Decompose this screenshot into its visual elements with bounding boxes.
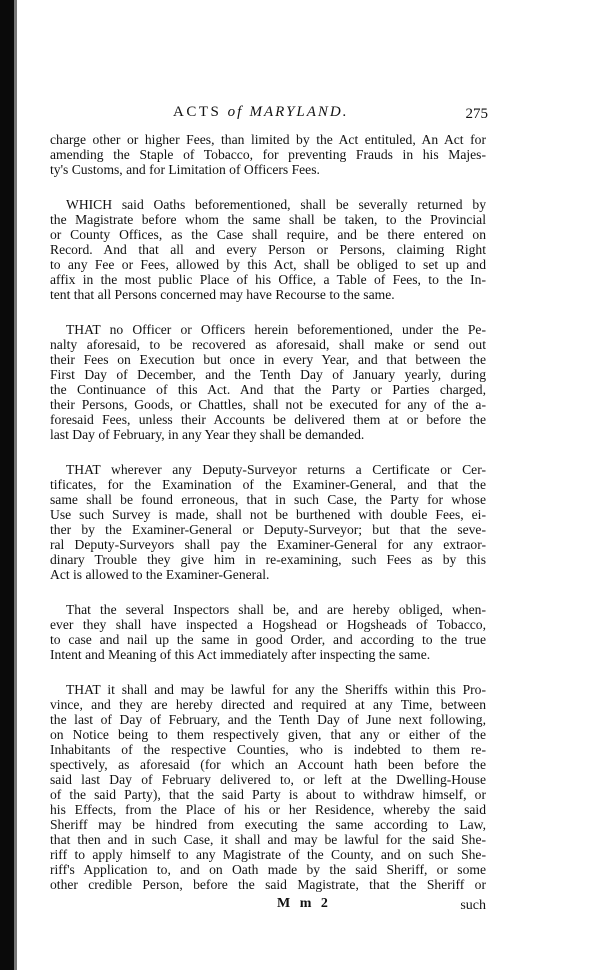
- text-line: Sheriff may be hindred from executing the same according to Law,: [50, 817, 486, 832]
- paragraph: [50, 462, 486, 582]
- text-line: THAT it shall and may be lawful for any the Sheriffs within this Pro-: [66, 682, 486, 697]
- text-line: to any Fee or Fees, allowed by this Act, shall be obliged to set up and: [50, 257, 486, 272]
- text-line: Intent and Meaning of this Act immediately after inspecting the same.: [50, 647, 431, 662]
- text-line: the Continuance of this Act. And that the Party or Parties charged,: [50, 382, 486, 397]
- text-line: dinary Trouble they give him in re-examining, such Fees as by this: [50, 552, 486, 567]
- text-line: ral Deputy-Surveyors shall pay the Examiner-General for any extraor-: [50, 537, 486, 552]
- scan-edge-shadow: [0, 0, 14, 970]
- text-line: vince, and they are hereby directed and required at any Time, between: [50, 697, 486, 712]
- text-line: First Day of December, and the Tenth Day of January yearly, during: [50, 367, 486, 382]
- text-line: tent that all Persons concerned may have Recourse to the same.: [50, 287, 395, 302]
- text-line: THAT wherever any Deputy-Surveyor returns a Certificate or Cer-: [66, 462, 486, 477]
- text-line: ther by the Examiner-General or Deputy-Surveyor; but that the seve-: [50, 522, 486, 537]
- text-line: THAT no Officer or Officers herein beforementioned, under the Pe-: [66, 322, 486, 337]
- paragraph: [50, 322, 486, 442]
- text-line: Act is allowed to the Examiner-General.: [50, 567, 270, 582]
- catchword: such: [460, 898, 486, 913]
- text-line: nalty aforesaid, to be recovered as aforesaid, shall make or send out: [50, 337, 486, 352]
- page-footer: [50, 896, 486, 914]
- text-line: That the several Inspectors shall be, and are hereby obliged, when-: [66, 602, 486, 617]
- text-line: last Day of February, in any Year they shall be demanded.: [50, 427, 365, 442]
- text-line: said last Day of February delivered to, or left at the Dwelling-House: [50, 772, 486, 787]
- text-line: other credible Person, before the said Magistrate, that the Sheriff or: [50, 877, 486, 892]
- text-line: charge other or higher Fees, than limited by the Act entituled, An Act for: [50, 132, 486, 147]
- page-header: [68, 104, 488, 124]
- text-line: or County Offices, as the Case shall require, and be there entered on: [50, 227, 486, 242]
- text-line: to case and nail up the same in good Order, and according to the true: [50, 632, 486, 647]
- text-line: amending the Staple of Tobacco, for preventing Frauds in his Majes-: [50, 147, 486, 162]
- text-line: riff's Application to, and on Oath made by the said Sheriff, or some: [50, 862, 486, 877]
- text-line: of the said Party), that the said Party is about to withdraw himself, or: [50, 787, 486, 802]
- text-line: affix in the most public Place of his Office, a Table of Fees, to the In-: [50, 272, 486, 287]
- running-title-maryland: MARYLAND.: [249, 104, 349, 120]
- text-line: that then and in such Case, it shall and may be lawful for the said She-: [50, 832, 486, 847]
- text-line: ever they shall have inspected a Hogshead or Hogsheads of Tobacco,: [50, 617, 486, 632]
- text-line: his Effects, from the Place of his or her Residence, whereby the said: [50, 802, 486, 817]
- text-line: foresaid Fees, unless their Accounts be delivered them at or before the: [50, 412, 486, 427]
- text-line: Record. And that all and every Person or Persons, claiming Right: [50, 242, 486, 257]
- text-line: their Fees on Execution but once in every Year, and that between the: [50, 352, 486, 367]
- paragraph: [50, 132, 486, 177]
- text-line: ty's Customs, and for Limitation of Officers Fees.: [50, 162, 320, 177]
- running-title: [173, 104, 349, 121]
- paragraph: [50, 197, 486, 302]
- running-title-of: of: [227, 104, 244, 120]
- text-line: the Magistrate before whom the same shall be taken, to the Provincial: [50, 212, 486, 227]
- scan-edge-gutter: [14, 0, 17, 970]
- text-line: WHICH said Oaths beforementioned, shall be severally returned by: [66, 197, 486, 212]
- text-line: riff to apply himself to any Magistrate of the County, and on such She-: [50, 847, 486, 862]
- running-title-acts: ACTS: [173, 104, 222, 120]
- text-line: their Persons, Goods, or Chattles, shall not be executed for any of the a-: [50, 397, 486, 412]
- signature-mark: M m 2: [277, 896, 331, 911]
- paragraph: [50, 602, 486, 662]
- text-line: same shall be found erroneous, that in such Case, the Party for whose: [50, 492, 486, 507]
- text-line: on Notice being to them respectively given, that any or either of the: [50, 727, 486, 742]
- page-number: 275: [465, 106, 488, 122]
- text-line: Inhabitants of the respective Counties, who is indebted to them re-: [50, 742, 486, 757]
- text-line: the last of Day of February, and the Tenth Day of June next following,: [50, 712, 486, 727]
- paragraph: [50, 682, 486, 892]
- text-line: Use such Survey is made, shall not be burthened with double Fees, ei-: [50, 507, 486, 522]
- text-line: tificates, for the Examination of the Examiner-General, and that the: [50, 477, 486, 492]
- body-text: [50, 132, 486, 912]
- text-line: spectively, as aforesaid (for which an Account hath been before the: [50, 757, 486, 772]
